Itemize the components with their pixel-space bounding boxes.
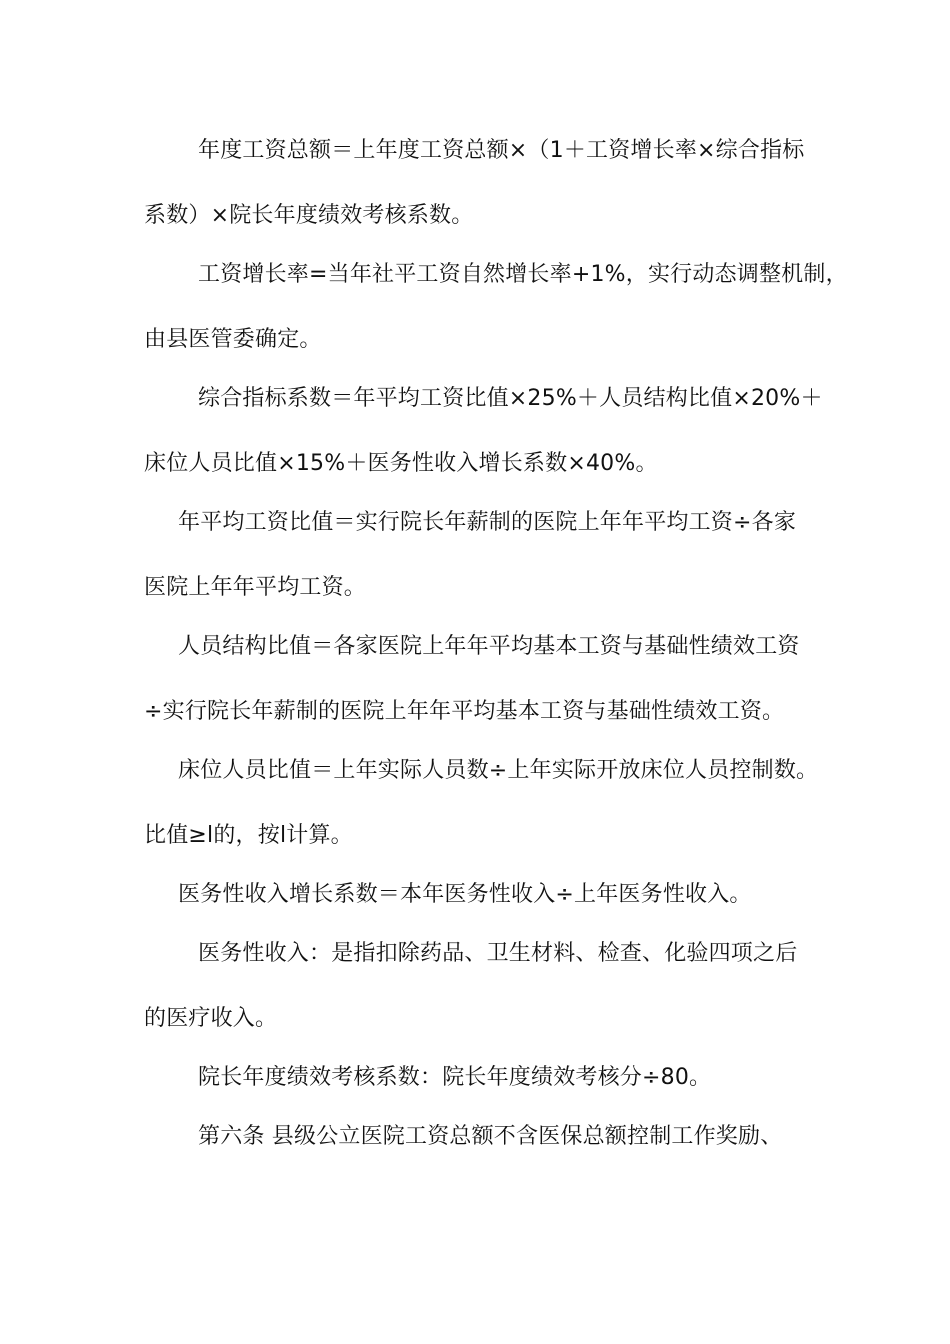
text-line: 医务性收入：是指扣除药品、卫生材料、检查、化验四项之后 (198, 941, 798, 966)
text-line: 人员结构比值＝各家医院上年年平均基本工资与基础性绩效工资 (178, 634, 800, 659)
text-line: 的医疗收入。 (144, 1006, 278, 1031)
text-line: 工资增长率=当年社平工资自然增长率+1%，实行动态调整机制， (198, 262, 848, 287)
text-line: 医院上年年平均工资。 (144, 575, 367, 600)
text-line: 床位人员比值＝上年实际人员数÷上年实际开放床位人员控制数。 (178, 758, 819, 783)
text-line: 由县医管委确定。 (144, 327, 322, 352)
text-line: 第六条 县级公立医院工资总额不含医保总额控制工作奖励、 (198, 1124, 783, 1149)
text-line: 比值≥l的，按l计算。 (144, 823, 353, 848)
text-line: ÷实行院长年薪制的医院上年年平均基本工资与基础性绩效工资。 (144, 699, 785, 724)
text-line: 年平均工资比值＝实行院长年薪制的医院上年年平均工资÷各家 (178, 510, 797, 535)
text-line: 医务性收入增长系数＝本年医务性收入÷上年医务性收入。 (178, 882, 752, 907)
text-line: 系数）×院长年度绩效考核系数。 (144, 203, 474, 228)
text-line: 综合指标系数＝年平均工资比值×25%＋人员结构比值×20%＋ (198, 386, 823, 411)
text-line: 年度工资总额＝上年度工资总额×（1＋工资增长率×综合指标 (198, 138, 805, 163)
text-line: 床位人员比值×15%＋医务性收入增长系数×40%。 (144, 451, 658, 476)
text-line: 院长年度绩效考核系数：院长年度绩效考核分÷80。 (198, 1065, 712, 1090)
